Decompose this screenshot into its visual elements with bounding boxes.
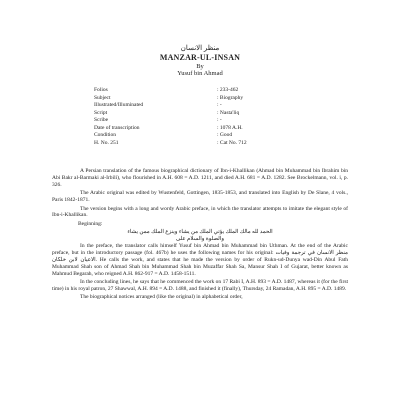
metadata-row [94,87,334,95]
body-paragraph: In the preface, the translator calls himself Yusuf bin Ahmad bin Muhammad bin Uthman. At the end of the Arabic preface, but in the introductory passage (fol. 467b) he uses the following names for his original: منظر الانسان في ترجمة وفيات الاعيان لابن خلكان. He calls the work, and states that he made the version by order of Rukn-ud-Dunya wad-Din Abul Fath Muhammad Shah son of Ahmad Shah bin Muhammad Shah bin Muzaffar Shah Sa, Mansur Shah I of Gujarat, better known as Mahmud Begarah, who reigned A.H. 862-917 = A.D. 1458-1511. [52,243,348,277]
beginning-label: Beginning: [78,220,103,227]
body-paragraph: The biographical notices arranged (like the original) in alphabetical order, [80,294,243,301]
metadata-row [94,132,334,140]
metadata-value: : 1078 A.H. [217,124,243,131]
metadata-value: : Good [217,132,233,138]
metadata-label: Date of transcription [94,124,140,131]
document-title: MANZAR-UL-INSAN [159,53,241,62]
metadata-label: Condition [94,132,117,138]
metadata-row [94,140,334,148]
arabic-incipit-line: والصلوة والسلام على [175,236,225,243]
metadata-value: : - [217,102,222,108]
metadata-value: : - [217,117,222,123]
body-paragraph: In the concluding lines, he says that he commenced the work on 17 Rabi I, A.H. 893 = A.D. 1487, whereas it (for the first time) in his royal patron, 27 Shawwal, A.H. 894 = A.D. 1488, and finished it (finally), Thursday, 24 Ramadan, A.H. 895 = A.D. 1489. [52,279,348,292]
arabic-title: منظر الانسان [180,44,220,52]
metadata-value: : 233-462 [217,87,239,93]
metadata-value: : Biography [217,94,244,101]
metadata-value: : Cat No. 712 [217,139,247,146]
author-name: Yusuf bin Ahmad [177,70,223,77]
metadata-row [94,102,334,110]
metadata-label: Scribe [94,117,109,123]
metadata-label: H. No. 251 [94,139,119,146]
metadata-label: Script [94,109,108,116]
byline: By [196,63,204,70]
document-body [52,168,348,303]
body-paragraph: A Persian translation of the famous biographical dictionary of Ibn-i-Khallikan (Ahmad bin Muhammad bin Ibrahim bin Abi Bakr al-Barmaki al-Irbili), who flourished in A.H. 608 = A.D. 1211, and died A.H. 681 = A.D. 1282. See Brockelmann, vol. i, p. 326. [52,168,348,188]
body-paragraph: The version begins with a long and wordy Arabic preface, in which the translator attempts to imitate the elegant style of Ibn-i-Khallikan. [52,205,348,219]
metadata-table [94,87,334,147]
body-paragraph: The Arabic original was edited by Wustenfeld, Gottingen, 1835-1853, and translated into English by De Slane, 4 vols., Paris 1842-1871. [52,190,348,204]
metadata-row [94,117,334,125]
metadata-label: Illustrated/Illuminated [94,102,144,108]
metadata-label: Folios [94,87,108,93]
metadata-row [94,110,334,118]
metadata-label: Subject [94,94,111,101]
metadata-row [94,95,334,103]
metadata-row [94,125,334,133]
metadata-value: : Nasta'liq [217,109,240,116]
arabic-incipit-line: الحمد لله مالك الملك يؤتي الملك من يشاء وينزع الملك ممن يشاء [127,229,273,236]
